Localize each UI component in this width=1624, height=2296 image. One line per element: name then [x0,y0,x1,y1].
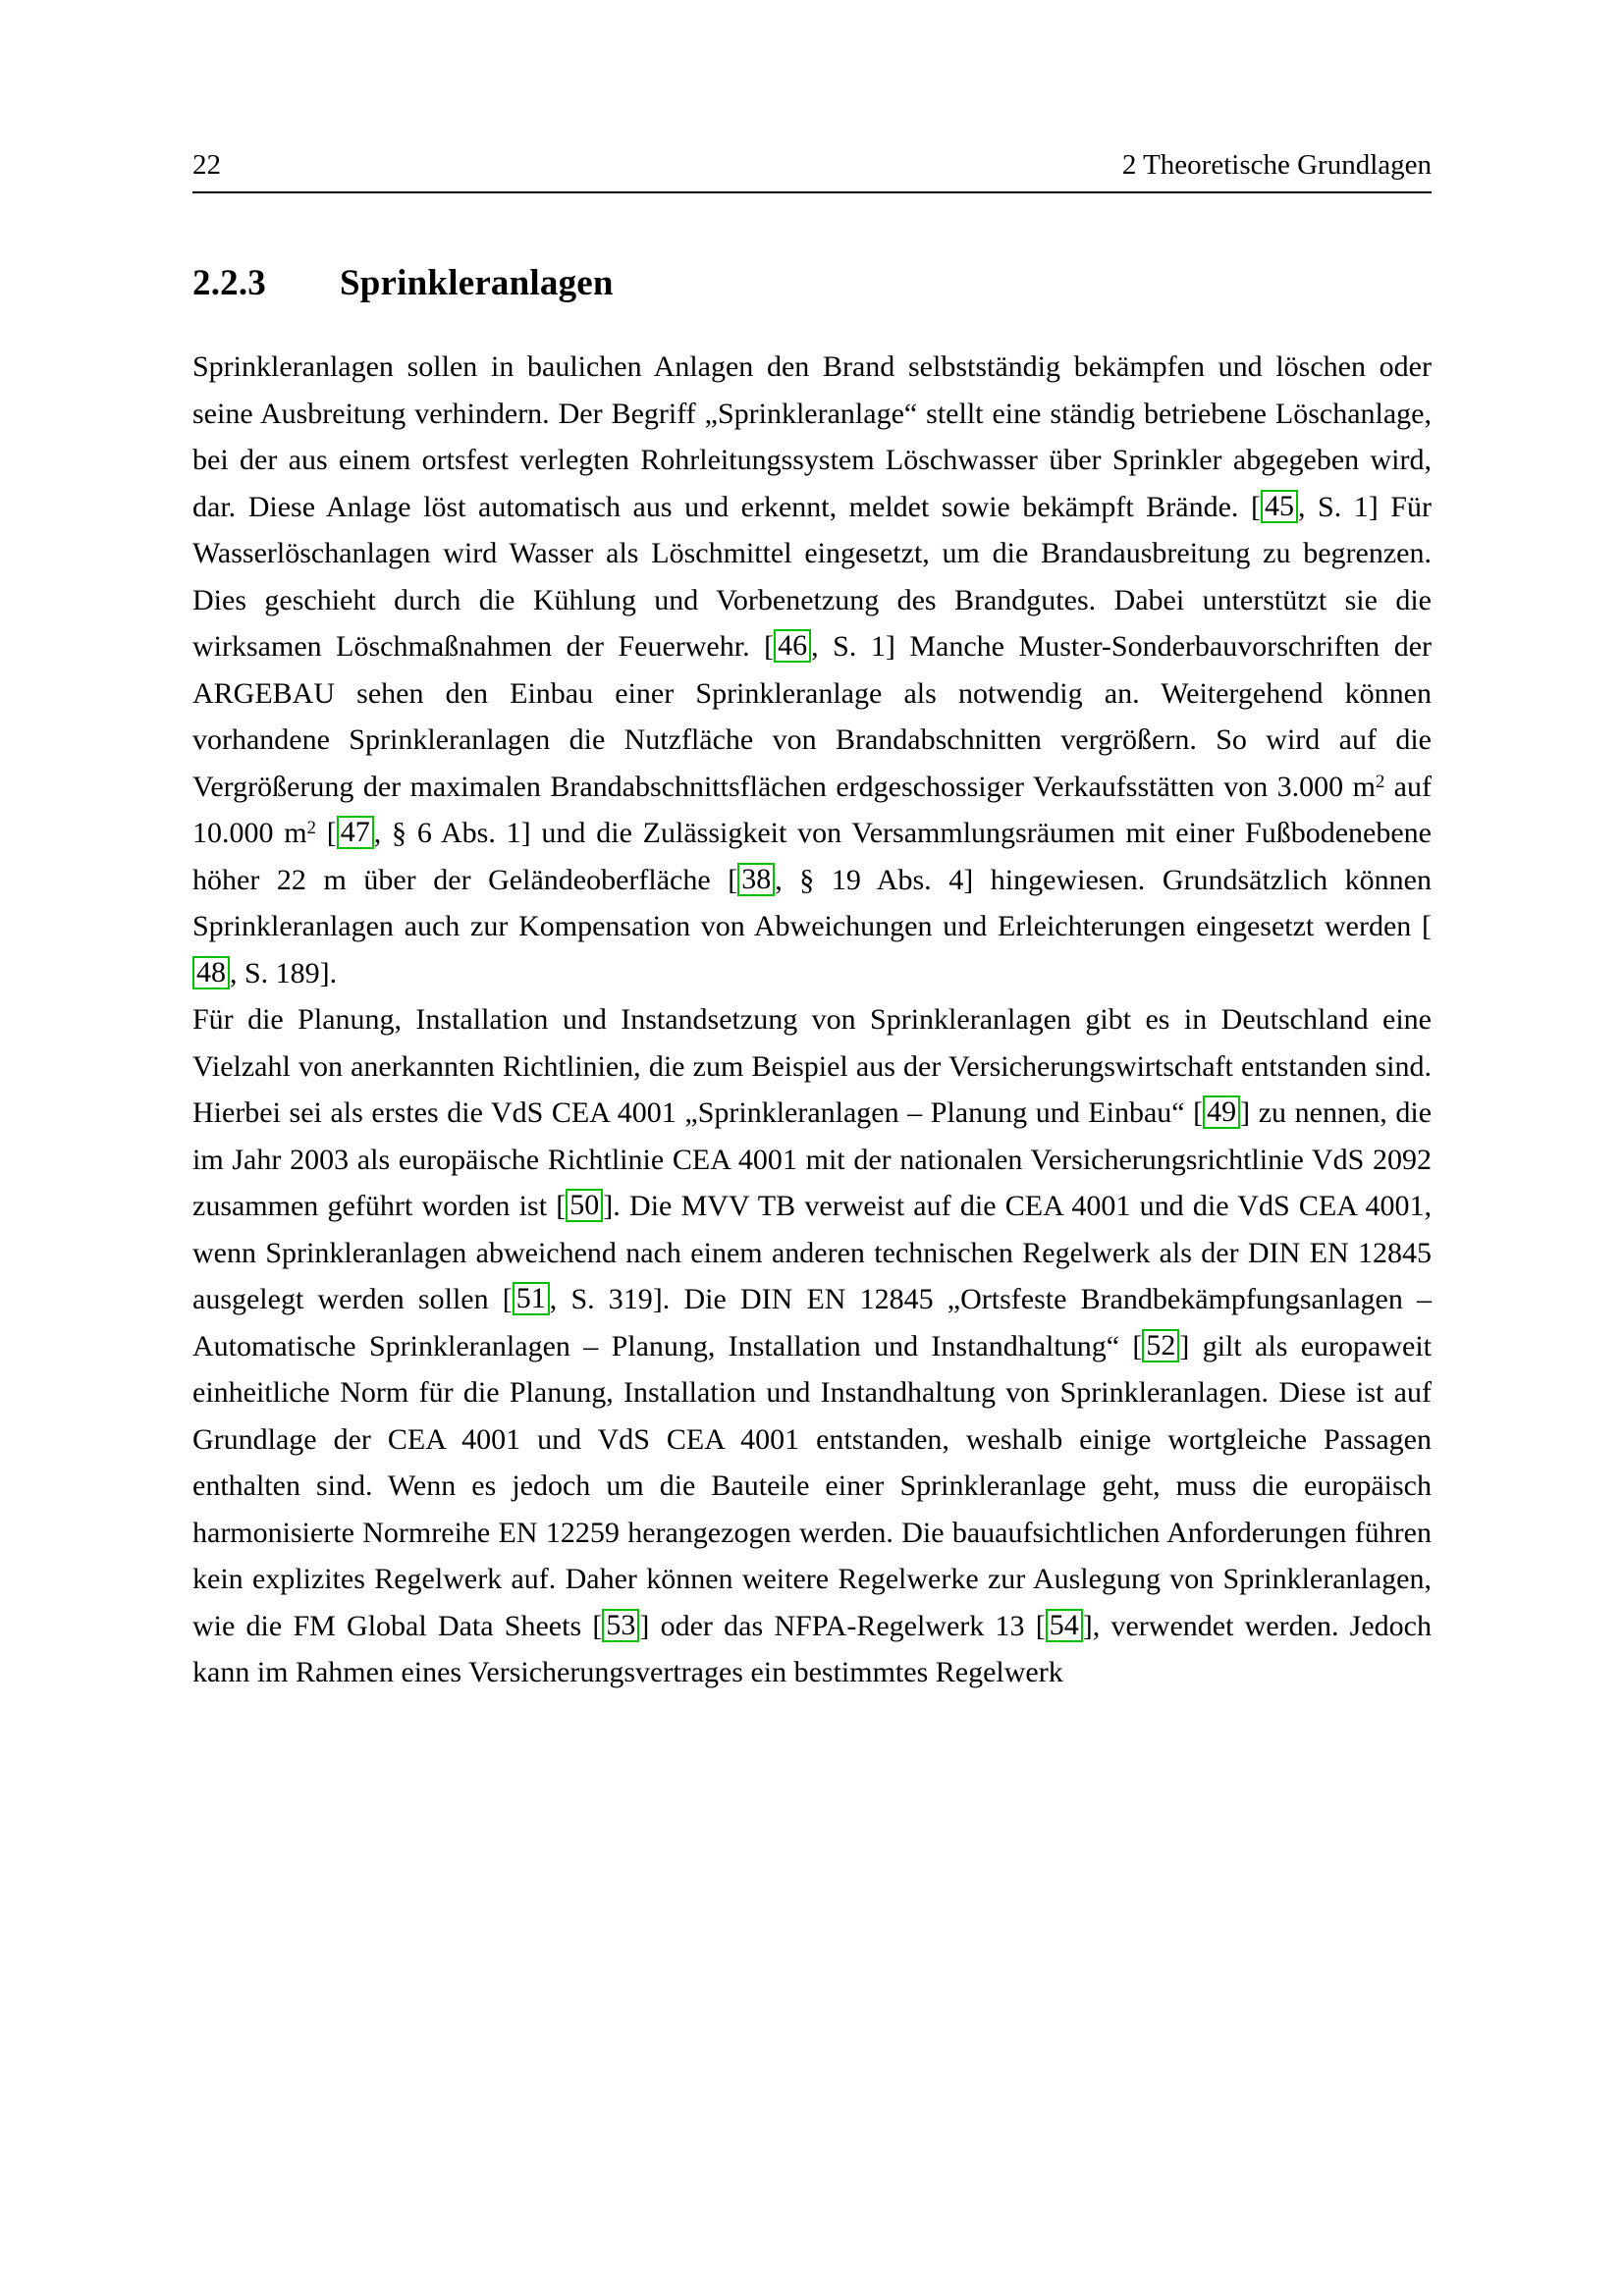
text-run: , § 6 Abs. 1] und die Zulässigkeit von Versammlungsräumen mit einer Fußbodenebene höher 22 m über der Geländeoberfläche [ [192,817,1432,896]
text-run: [ [315,817,337,849]
page-content [192,149,1432,1696]
text-run: , § 19 Abs. 4] hingewiesen. Grundsätzlich können Sprinkleranlagen auch zur Kompensation von Abweichungen und Erleichterungen eingesetzt werden [ [192,863,1433,942]
page-number: 22 [192,149,221,181]
text-run: ] gilt als europaweit einheitliche Norm für die Planung, Installation und Instandhaltung von Sprinkleranlagen. Diese ist auf Grundlage der CEA 4001 und VdS CEA 4001 entstanden, weshalb einige wortgleiche Passagen enthalten sind. Wenn es jedoch um die Bauteile einer Sprinkleranlage geht, muss die europäisch harmonisierte Normreihe EN 12259 herangezogen werden. Die bauaufsichtlichen Anforderungen führen kein explizites Regelwerk auf. Daher können weitere Regelwerke zur Auslegung von Sprinkleranlagen, wie die FM Global Data Sheets [ [192,1329,1432,1642]
running-header [192,149,1432,193]
citation-link[interactable]: 50 [566,1189,603,1222]
section-title: Sprinkleranlagen [340,263,614,303]
paragraph [192,996,1432,1696]
text-run: ], verwendet werden. Jedoch kann im Rahmen eines Versicherungsvertrages ein bestimmtes Regelwerk [192,1609,1432,1688]
text-run: Sprinkleranlagen sollen in baulichen Anlagen den Brand selbstständig bekämpfen und löschen oder seine Ausbreitung verhindern. Der Begriff „Sprinkleranlage“ stellt eine ständig betriebene Löschanlage, bei der aus einem ortsfest verlegten Rohrleitungssystem Löschwasser über Sprinkler abgegeben wird, dar. Diese Anlage löst automatisch aus und erkennt, meldet sowie bekämpft Brände. [ [192,350,1432,523]
citation-link[interactable]: 52 [1142,1329,1179,1362]
text-run: , S. 189]. [230,956,338,989]
citation-link[interactable]: 47 [337,816,374,849]
citation-link[interactable]: 54 [1046,1609,1083,1642]
text-run: auf 10.000 m [192,770,1432,849]
citation-link[interactable]: 45 [1261,490,1298,523]
citation-link[interactable]: 46 [774,629,811,663]
paragraph [192,344,1432,996]
citation-link[interactable]: 49 [1203,1095,1240,1129]
text-run: ] zu nennen, die im Jahr 2003 als europäische Richtlinie CEA 4001 mit der nationalen Versicherungsrichtlinie VdS 2092 zusammen geführt worden ist [ [192,1096,1433,1222]
section-number: 2.2.3 [192,263,266,303]
body-text [192,344,1432,1696]
citation-link[interactable]: 53 [602,1609,639,1642]
superscript: 2 [1375,771,1385,792]
citation-link[interactable]: 38 [737,863,775,896]
superscript: 2 [306,818,316,838]
text-run: Für die Planung, Installation und Instandsetzung von Sprinkleranlagen gibt es in Deutschland eine Vielzahl von anerkannten Richtlinien, die zum Beispiel aus der Versicherungswirtschaft entstanden sind. Hierbei sei als erstes die VdS CEA 4001 „Sprinkleranlagen – Planung und Einbau“ [ [192,1003,1432,1129]
section-heading [192,262,1432,304]
text-run: , S. 319]. Die DIN EN 12845 „Ortsfeste Brandbekämpfungsanlagen – Automatische Sprinkleranlagen – Planung, Installation und Instandhaltung“ [ [192,1283,1432,1362]
text-run: ] oder das NFPA-Regelwerk 13 [ [639,1609,1046,1642]
text-run: , S. 1] Für Wasserlöschanlagen wird Wasser als Löschmittel eingesetzt, um die Brandausbreitung zu begrenzen. Dies geschieht durch die Kühlung und Vorbenetzung des Brandgutes. Dabei unterstützt sie die wirksamen Löschmaßnahmen der Feuerwehr. [ [192,490,1432,663]
text-run: , S. 1] Manche Muster-Sonderbauvorschriften der ARGEBAU sehen den Einbau einer Sprinkleranlage als notwendig an. Weitergehend können vorhandene Sprinkleranlagen die Nutzfläche von Brandabschnitten vergrößern. So wird auf die Vergrößerung der maximalen Brandabschnittsflächen erdgeschossiger Verkaufsstätten von 3.000 m [192,630,1432,803]
chapter-title: 2 Theoretische Grundlagen [1121,149,1432,181]
citation-link[interactable]: 48 [192,956,230,989]
citation-link[interactable]: 51 [513,1282,550,1315]
text-run: ]. Die MVV TB verweist auf die CEA 4001 und die VdS CEA 4001, wenn Sprinkleranlagen abweichend nach einem anderen technischen Regelwerk als der DIN EN 12845 ausgelegt werden sollen [ [192,1190,1432,1315]
